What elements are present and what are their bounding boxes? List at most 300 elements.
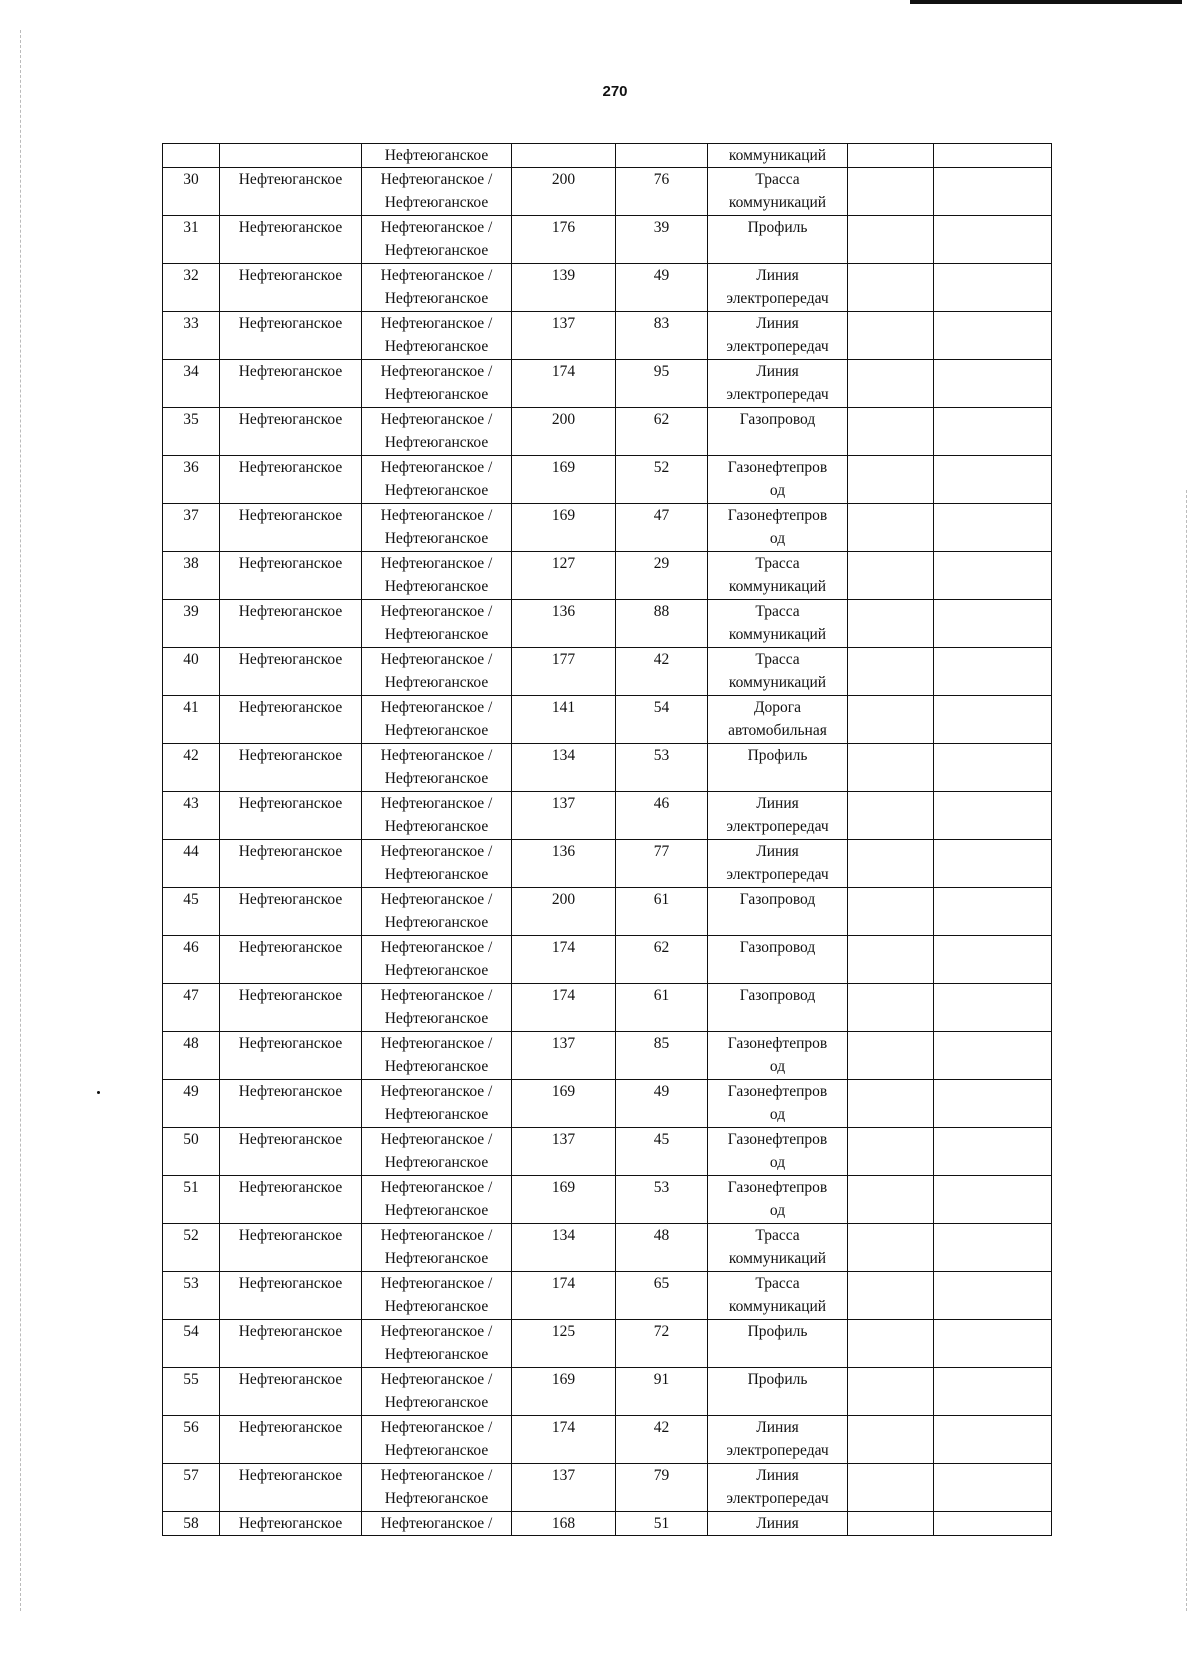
cell-empty-2 <box>934 1464 1052 1512</box>
cell-empty-1 <box>848 264 934 312</box>
cell-v2: 91 <box>616 1368 708 1416</box>
cell-purpose <box>708 792 848 840</box>
cell-field: Нефтеюганское <box>220 888 362 936</box>
cell-empty-2 <box>934 648 1052 696</box>
cell-purpose-line: Трасса <box>755 603 800 620</box>
cell-area <box>362 1368 512 1416</box>
cell-field: Нефтеюганское <box>220 600 362 648</box>
cell-empty-2 <box>934 696 1052 744</box>
cell-area <box>362 1464 512 1512</box>
cell-purpose <box>708 1464 848 1512</box>
cell-field: Нефтеюганское <box>220 1128 362 1176</box>
cell-v2: 39 <box>616 216 708 264</box>
cell-purpose-line: коммуникаций <box>728 578 827 595</box>
cell-v2: 49 <box>616 264 708 312</box>
cell-no: 47 <box>163 984 220 1032</box>
table-row <box>163 936 1052 984</box>
cell-purpose-line: Линия <box>756 267 799 284</box>
cell-v2: 79 <box>616 1464 708 1512</box>
cell-area <box>362 456 512 504</box>
cell-empty-1 <box>848 888 934 936</box>
cell-area <box>362 312 512 360</box>
table-row <box>163 552 1052 600</box>
cell-v2: 52 <box>616 456 708 504</box>
cell-no: 49 <box>163 1080 220 1128</box>
cell-purpose-line: Трасса <box>755 555 800 572</box>
cell-v1: 134 <box>512 744 616 792</box>
cell-purpose-line: Дорога <box>753 699 802 716</box>
cell-v2: 62 <box>616 408 708 456</box>
cell-area-line: Нефтеюганское / <box>380 1179 493 1196</box>
cell-empty-2 <box>934 1128 1052 1176</box>
cell-purpose-line: электропередач <box>726 818 829 835</box>
cell-area <box>362 408 512 456</box>
cell-empty-1 <box>848 216 934 264</box>
cell-empty-1 <box>848 1224 934 1272</box>
cell-area <box>362 600 512 648</box>
table-row <box>163 792 1052 840</box>
cell-area-line: Нефтеюганское / <box>380 171 493 188</box>
cell-purpose-line: Газонефтепров <box>727 507 828 524</box>
cell-area <box>362 1416 512 1464</box>
cell-no: 50 <box>163 1128 220 1176</box>
cell-area-line: Нефтеюганское / <box>380 1083 493 1100</box>
cell-area-line: Нефтеюганское <box>384 1250 489 1267</box>
cell-field: Нефтеюганское <box>220 168 362 216</box>
cell-v1: 127 <box>512 552 616 600</box>
cell-area-line: Нефтеюганское <box>384 290 489 307</box>
cell-purpose-line: Профиль <box>747 1323 808 1340</box>
cell-purpose: Линия <box>708 1512 848 1536</box>
cell-empty-2 <box>934 1080 1052 1128</box>
cell-purpose <box>708 1176 848 1224</box>
table-row <box>163 1272 1052 1320</box>
cell-purpose-line: электропередач <box>726 290 829 307</box>
cell-area-line: Нефтеюганское / <box>380 411 493 428</box>
cell-area-line: Нефтеюганское <box>384 722 489 739</box>
cell-v2: 85 <box>616 1032 708 1080</box>
cell-field: Нефтеюганское <box>220 936 362 984</box>
table-row-continued <box>163 144 1052 168</box>
cell-empty-2 <box>934 312 1052 360</box>
cell-area-line: Нефтеюганское / <box>380 1419 493 1436</box>
cell-purpose-line: од <box>769 1058 786 1075</box>
cell-area-line: Нефтеюганское / <box>380 1323 493 1340</box>
cell-empty-1 <box>848 744 934 792</box>
table-row <box>163 264 1052 312</box>
cell-purpose-line: Газопровод <box>739 891 816 908</box>
table-row <box>163 168 1052 216</box>
cell-empty-2 <box>934 1032 1052 1080</box>
table-row <box>163 1368 1052 1416</box>
cell-area <box>362 792 512 840</box>
cell-area-line: Нефтеюганское / <box>380 219 493 236</box>
cell-purpose-line: од <box>769 1154 786 1171</box>
cell-purpose-line: Трасса <box>755 1275 800 1292</box>
cell-purpose <box>708 456 848 504</box>
cell-area-line: Нефтеюганское <box>384 1442 489 1459</box>
cell-empty-1 <box>848 936 934 984</box>
cell-v2: 61 <box>616 888 708 936</box>
cell-area-line: Нефтеюганское / <box>380 699 493 716</box>
cell-area <box>362 552 512 600</box>
cell-v1: 137 <box>512 312 616 360</box>
cell-field: Нефтеюганское <box>220 1080 362 1128</box>
cell-field: Нефтеюганское <box>220 1176 362 1224</box>
cell-empty-1 <box>848 1032 934 1080</box>
cell-no: 42 <box>163 744 220 792</box>
cell-v1: 139 <box>512 264 616 312</box>
cell-empty-2 <box>934 840 1052 888</box>
cell-purpose-line: Профиль <box>747 747 808 764</box>
cell-area-line: Нефтеюганское / <box>380 891 493 908</box>
plots-table <box>162 143 1052 1536</box>
cell-area-line: Нефтеюганское <box>384 434 489 451</box>
cell-field: Нефтеюганское <box>220 792 362 840</box>
cell-empty-1 <box>848 504 934 552</box>
cell-v2: 88 <box>616 600 708 648</box>
cell-empty-2 <box>934 1368 1052 1416</box>
cell-no: 52 <box>163 1224 220 1272</box>
cell-v1: 174 <box>512 936 616 984</box>
cell-empty-2 <box>934 600 1052 648</box>
cell-purpose-line: Линия <box>756 843 799 860</box>
cell-area-line: Нефтеюганское / <box>380 603 493 620</box>
cell-no: 34 <box>163 360 220 408</box>
cell-purpose-line: электропередач <box>726 386 829 403</box>
cell-field: Нефтеюганское <box>220 1416 362 1464</box>
cell-purpose <box>708 1128 848 1176</box>
cell-empty-2 <box>934 792 1052 840</box>
cell-purpose: коммуникаций <box>708 144 848 168</box>
cell-purpose-line: электропередач <box>726 1490 829 1507</box>
cell-purpose-line: Газонефтепров <box>727 1083 828 1100</box>
cell-field: Нефтеюганское <box>220 1512 362 1536</box>
cell-empty-1 <box>848 648 934 696</box>
table-row-last <box>163 1512 1052 1536</box>
cell-area-line: Нефтеюганское <box>384 530 489 547</box>
table-row <box>163 504 1052 552</box>
cell-no: 51 <box>163 1176 220 1224</box>
cell-area <box>362 1128 512 1176</box>
cell-v2: 65 <box>616 1272 708 1320</box>
cell-v1: 125 <box>512 1320 616 1368</box>
cell-area-line: Нефтеюганское / <box>380 363 493 380</box>
cell-purpose <box>708 696 848 744</box>
cell-no: 41 <box>163 696 220 744</box>
cell-purpose-line: электропередач <box>726 1442 829 1459</box>
table-row <box>163 408 1052 456</box>
table-row <box>163 360 1052 408</box>
cell-empty-1 <box>848 1272 934 1320</box>
cell-purpose-line: Линия <box>756 795 799 812</box>
cell-area: Нефтеюганское / <box>362 1512 512 1536</box>
cell-empty-1 <box>848 696 934 744</box>
cell-field: Нефтеюганское <box>220 1464 362 1512</box>
cell-empty-2 <box>934 216 1052 264</box>
cell-field: Нефтеюганское <box>220 1272 362 1320</box>
table-row <box>163 456 1052 504</box>
cell-empty-2 <box>934 1320 1052 1368</box>
cell-area-line: Нефтеюганское / <box>380 1371 493 1388</box>
cell-empty-1 <box>848 144 934 168</box>
cell-field: Нефтеюганское <box>220 648 362 696</box>
cell-no: 53 <box>163 1272 220 1320</box>
cell-no: 32 <box>163 264 220 312</box>
top-rule <box>910 0 1182 4</box>
cell-purpose <box>708 600 848 648</box>
cell-empty-1 <box>848 1128 934 1176</box>
cell-empty-2 <box>934 1272 1052 1320</box>
scan-speck <box>97 1091 100 1094</box>
cell-purpose-line: коммуникаций <box>728 194 827 211</box>
cell-v2 <box>616 144 708 168</box>
cell-purpose <box>708 1320 848 1368</box>
cell-empty-1 <box>848 1176 934 1224</box>
cell-area <box>362 1320 512 1368</box>
cell-area <box>362 840 512 888</box>
cell-area-line: Нефтеюганское <box>384 962 489 979</box>
cell-purpose-line: автомобильная <box>728 722 827 739</box>
table-row <box>163 312 1052 360</box>
cell-purpose <box>708 360 848 408</box>
cell-empty-1 <box>848 1512 934 1536</box>
cell-purpose <box>708 648 848 696</box>
cell-field: Нефтеюганское <box>220 1368 362 1416</box>
table-row <box>163 1032 1052 1080</box>
cell-v1: 174 <box>512 1272 616 1320</box>
cell-v1: 141 <box>512 696 616 744</box>
cell-v1: 176 <box>512 216 616 264</box>
cell-empty-2 <box>934 264 1052 312</box>
cell-purpose-line: Газонефтепров <box>727 1131 828 1148</box>
cell-area <box>362 1080 512 1128</box>
cell-v2: 83 <box>616 312 708 360</box>
cell-area <box>362 696 512 744</box>
cell-purpose <box>708 168 848 216</box>
cell-v2: 54 <box>616 696 708 744</box>
scan-edge-right <box>1186 490 1187 1611</box>
cell-area-line: Нефтеюганское <box>384 1154 489 1171</box>
cell-no: 44 <box>163 840 220 888</box>
cell-v1: 168 <box>512 1512 616 1536</box>
cell-area-line: Нефтеюганское / <box>380 987 493 1004</box>
cell-area-line: Нефтеюганское / <box>380 939 493 956</box>
cell-v1: 137 <box>512 792 616 840</box>
table-row <box>163 1224 1052 1272</box>
table-row <box>163 888 1052 936</box>
cell-v1: 169 <box>512 1080 616 1128</box>
cell-purpose <box>708 840 848 888</box>
cell-purpose <box>708 552 848 600</box>
cell-no: 46 <box>163 936 220 984</box>
cell-v2: 48 <box>616 1224 708 1272</box>
cell-empty-2 <box>934 144 1052 168</box>
cell-empty-1 <box>848 792 934 840</box>
cell-empty-2 <box>934 1512 1052 1536</box>
cell-v1: 200 <box>512 888 616 936</box>
cell-v2: 76 <box>616 168 708 216</box>
cell-v1: 169 <box>512 504 616 552</box>
table-row <box>163 744 1052 792</box>
cell-no: 35 <box>163 408 220 456</box>
cell-area-line: Нефтеюганское / <box>380 843 493 860</box>
cell-v1: 137 <box>512 1464 616 1512</box>
cell-v1: 177 <box>512 648 616 696</box>
cell-no: 40 <box>163 648 220 696</box>
cell-empty-2 <box>934 1176 1052 1224</box>
cell-v1: 169 <box>512 1368 616 1416</box>
cell-area-line: Нефтеюганское / <box>380 795 493 812</box>
cell-empty-1 <box>848 600 934 648</box>
cell-purpose <box>708 312 848 360</box>
cell-purpose <box>708 936 848 984</box>
cell-area-line: Нефтеюганское <box>384 338 489 355</box>
scan-edge-left <box>20 30 21 1611</box>
cell-purpose-line: од <box>769 1106 786 1123</box>
cell-purpose-line: электропередач <box>726 338 829 355</box>
cell-v1 <box>512 144 616 168</box>
table-row <box>163 216 1052 264</box>
cell-v2: 45 <box>616 1128 708 1176</box>
cell-no: 39 <box>163 600 220 648</box>
cell-area <box>362 1032 512 1080</box>
cell-purpose-line: Газонефтепров <box>727 1179 828 1196</box>
cell-no: 43 <box>163 792 220 840</box>
cell-area-line: Нефтеюганское <box>384 1202 489 1219</box>
cell-purpose-line: коммуникаций <box>728 1250 827 1267</box>
page-number: 270 <box>602 83 628 100</box>
cell-area-line: Нефтеюганское <box>384 674 489 691</box>
cell-no: 54 <box>163 1320 220 1368</box>
cell-v1: 174 <box>512 360 616 408</box>
cell-area <box>362 888 512 936</box>
cell-v1: 137 <box>512 1032 616 1080</box>
cell-v1: 174 <box>512 1416 616 1464</box>
cell-purpose-line: Трасса <box>755 1227 800 1244</box>
cell-purpose-line: Газопровод <box>739 939 816 956</box>
cell-area <box>362 216 512 264</box>
cell-area <box>362 1272 512 1320</box>
cell-empty-2 <box>934 360 1052 408</box>
cell-v2: 95 <box>616 360 708 408</box>
cell-purpose <box>708 744 848 792</box>
cell-purpose-line: Линия <box>756 363 799 380</box>
cell-empty-2 <box>934 1224 1052 1272</box>
cell-area-line: Нефтеюганское <box>384 1106 489 1123</box>
cell-v2: 29 <box>616 552 708 600</box>
table-row <box>163 600 1052 648</box>
table-row <box>163 1128 1052 1176</box>
cell-purpose-line: электропередач <box>726 866 829 883</box>
cell-empty-1 <box>848 1416 934 1464</box>
cell-area-line: Нефтеюганское <box>384 818 489 835</box>
cell-purpose <box>708 1368 848 1416</box>
cell-purpose-line: Профиль <box>747 219 808 236</box>
table-row <box>163 984 1052 1032</box>
cell-field: Нефтеюганское <box>220 552 362 600</box>
cell-purpose-line: од <box>769 1202 786 1219</box>
cell-empty-2 <box>934 936 1052 984</box>
cell-area-line: Нефтеюганское <box>384 1010 489 1027</box>
cell-empty-1 <box>848 360 934 408</box>
cell-no: 37 <box>163 504 220 552</box>
cell-area-line: Нефтеюганское / <box>380 267 493 284</box>
cell-empty-2 <box>934 888 1052 936</box>
cell-v1: 169 <box>512 1176 616 1224</box>
cell-purpose-line: Газопровод <box>739 411 816 428</box>
cell-no: 45 <box>163 888 220 936</box>
cell-no: 31 <box>163 216 220 264</box>
cell-area-line: Нефтеюганское <box>384 914 489 931</box>
cell-empty-1 <box>848 312 934 360</box>
cell-area <box>362 1224 512 1272</box>
cell-no: 58 <box>163 1512 220 1536</box>
cell-field: Нефтеюганское <box>220 408 362 456</box>
cell-no: 30 <box>163 168 220 216</box>
cell-area-line: Нефтеюганское / <box>380 507 493 524</box>
cell-field: Нефтеюганское <box>220 312 362 360</box>
cell-area <box>362 984 512 1032</box>
cell-area-line: Нефтеюганское <box>384 1490 489 1507</box>
cell-empty-1 <box>848 1080 934 1128</box>
cell-purpose-line: Газонефтепров <box>727 1035 828 1052</box>
cell-area <box>362 1176 512 1224</box>
cell-purpose <box>708 1416 848 1464</box>
cell-area-line: Нефтеюганское / <box>380 459 493 476</box>
cell-field: Нефтеюганское <box>220 984 362 1032</box>
cell-area-line: Нефтеюганское <box>384 578 489 595</box>
cell-empty-1 <box>848 456 934 504</box>
cell-field: Нефтеюганское <box>220 264 362 312</box>
cell-no: 55 <box>163 1368 220 1416</box>
cell-purpose-line: од <box>769 482 786 499</box>
cell-area-line: Нефтеюганское <box>384 242 489 259</box>
cell-area-line: Нефтеюганское / <box>380 555 493 572</box>
cell-area-line: Нефтеюганское <box>384 386 489 403</box>
cell-empty-1 <box>848 1368 934 1416</box>
cell-empty-2 <box>934 744 1052 792</box>
cell-no: 48 <box>163 1032 220 1080</box>
cell-empty-1 <box>848 984 934 1032</box>
cell-empty-2 <box>934 168 1052 216</box>
cell-field: Нефтеюганское <box>220 1224 362 1272</box>
cell-area-line: Нефтеюганское / <box>380 651 493 668</box>
table-row <box>163 1464 1052 1512</box>
cell-v2: 61 <box>616 984 708 1032</box>
cell-no: 57 <box>163 1464 220 1512</box>
cell-empty-2 <box>934 552 1052 600</box>
cell-empty-1 <box>848 840 934 888</box>
cell-area-line: Нефтеюганское <box>384 1298 489 1315</box>
cell-area <box>362 360 512 408</box>
cell-empty-2 <box>934 456 1052 504</box>
cell-no: 56 <box>163 1416 220 1464</box>
cell-purpose <box>708 888 848 936</box>
cell-empty-2 <box>934 504 1052 552</box>
table-row <box>163 1320 1052 1368</box>
cell-v1: 136 <box>512 600 616 648</box>
cell-area-line: Нефтеюганское <box>384 770 489 787</box>
cell-v1: 136 <box>512 840 616 888</box>
cell-purpose <box>708 1080 848 1128</box>
cell-area-line: Нефтеюганское / <box>380 1275 493 1292</box>
cell-v2: 51 <box>616 1512 708 1536</box>
cell-empty-2 <box>934 984 1052 1032</box>
cell-v2: 62 <box>616 936 708 984</box>
cell-purpose <box>708 408 848 456</box>
cell-area-line: Нефтеюганское <box>384 1346 489 1363</box>
